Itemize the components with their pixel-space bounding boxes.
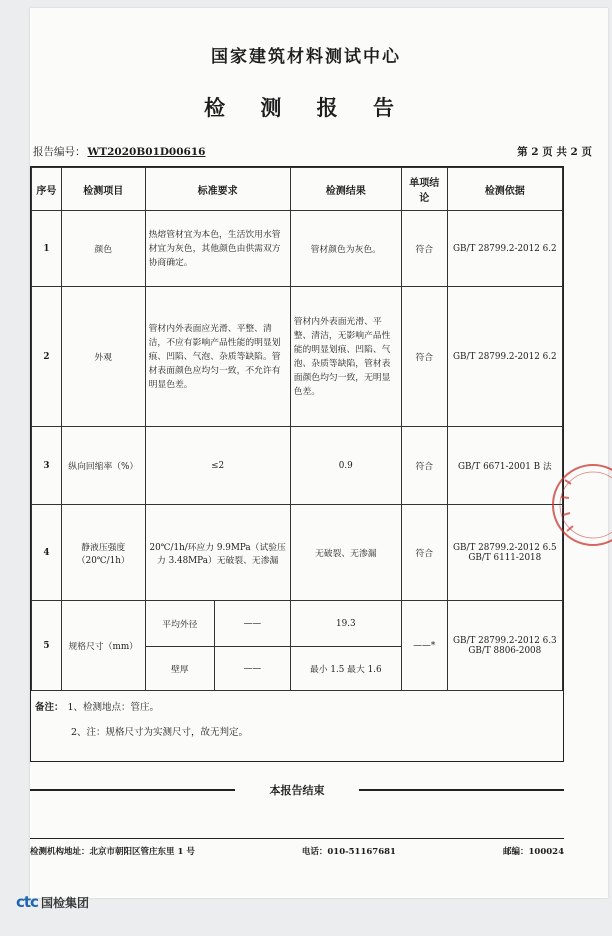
row-requirement: 热熔管材宜为本色，生活饮用水管材宜为灰色，其他颜色由供需双方协商确定。 [145,211,290,287]
row-result: 0.9 [290,427,401,505]
report-table-frame [30,166,564,762]
sub-item-requirement: —— [215,601,291,647]
table-row [32,427,563,505]
row-conclusion: 符合 [401,427,447,505]
notes [31,687,563,761]
row-conclusion: 符合 [401,211,447,287]
sub-item-result: 19.3 [290,601,401,647]
ctc-logo [16,893,89,911]
row-no: 1 [32,211,62,287]
footer [30,838,564,857]
report-title: 检 测 报 告 [204,95,408,120]
row-basis: GB/T 28799.2-2012 6.3 GB/T 8806-2008 [447,601,562,691]
row-basis: GB/T 28799.2-2012 6.2 [447,287,562,427]
row-item: 静液压强度（20℃/1h） [61,505,145,601]
header-result: 检测结果 [290,168,401,211]
table-row [32,287,563,427]
row-basis: GB/T 28799.2-2012 6.2 [447,211,562,287]
row-result: 管材颜色为灰色。 [290,211,401,287]
row-no: 4 [32,505,62,601]
logo-name: 国检集团 [40,895,89,910]
sub-item-name: 壁厚 [145,647,215,691]
note-2: 2、注：规格尺寸为实测尺寸，故无判定。 [71,727,249,738]
sub-item-name: 平均外径 [145,601,215,647]
table-row [32,211,563,287]
row-item: 外观 [61,287,145,427]
row-result: 管材内外表面光滑、平整、清洁，无影响产品性能的明显划痕、凹陷、气泡、杂质等缺陷，管材表面颜色均匀一致，无明显色差。 [290,287,401,427]
report-number-label: 报告编号： [33,146,86,158]
report-number-value: WT2020B01D00616 [87,146,206,158]
note-1-text: 1、检测地点：管庄。 [67,702,160,713]
row-requirement: 20℃/1h/环应力 9.9MPa（试验压力 3.48MPa）无破裂、无渗漏 [145,505,290,601]
table-row [32,601,563,647]
row-result: 无破裂、无渗漏 [290,505,401,601]
header-basis: 检测依据 [447,168,562,211]
report-end-line [30,782,564,798]
row-requirement: ≤2 [145,427,290,505]
table-row [32,505,563,601]
sub-item-requirement: —— [215,647,291,691]
logo-mark: ctc [16,893,38,911]
report-table [31,167,563,691]
sub-item-result: 最小 1.5 最大 1.6 [290,647,401,691]
report-number [33,144,205,159]
row-basis: GB/T 6671-2001 B 法 [447,427,562,505]
table-header-row [32,168,563,211]
row-item: 颜色 [61,211,145,287]
notes-label: 备注： [35,702,64,713]
footer-phone: 电话：010-51167681 [301,847,396,857]
row-no: 3 [32,427,62,505]
row-item: 纵向回缩率（%） [61,427,145,505]
row-requirement: 管材内外表面应光滑、平整、清洁，不应有影响产品性能的明显划痕、凹陷、气泡、杂质等缺陷。管材表面颜色应均匀一致，不允许有明显色差。 [145,287,290,427]
report-end-text: 本报告结束 [269,784,325,797]
header-requirement: 标准要求 [145,168,290,211]
note-1 [35,699,159,713]
row-no: 5 [32,601,62,691]
header-conclusion: 单项结论 [401,168,447,211]
org-title: 国家建筑材料测试中心 [211,47,401,67]
row-conclusion: 符合 [401,287,447,427]
row-item: 规格尺寸（mm） [61,601,145,691]
row-conclusion: ——* [401,601,447,691]
page-info: 第 2 页 共 2 页 [517,146,592,158]
footer-address: 检测机构地址：北京市朝阳区管庄东里 1 号 [30,847,195,857]
row-basis: GB/T 28799.2-2012 6.5 GB/T 6111-2018 [447,505,562,601]
row-conclusion: 符合 [401,505,447,601]
official-seal [545,435,612,575]
header-no: 序号 [32,168,62,211]
row-no: 2 [32,287,62,427]
seal-stamp-graphic [545,435,612,575]
footer-postcode: 邮编：100024 [503,847,564,857]
header-item: 检测项目 [61,168,145,211]
